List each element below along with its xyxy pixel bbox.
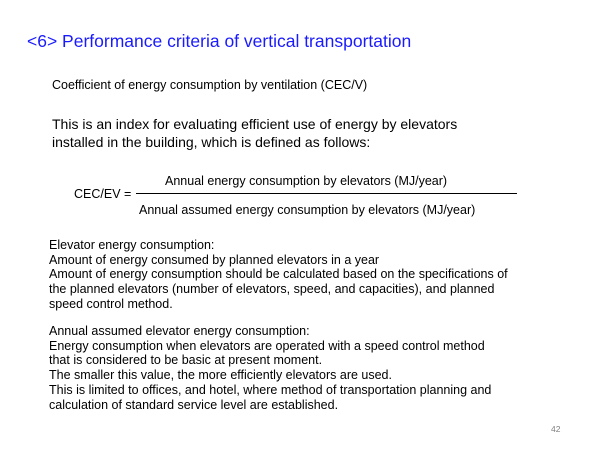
slide-title: <6> Performance criteria of vertical transportation <box>27 31 412 51</box>
section-line: calculation of standard service level are established. <box>49 397 339 412</box>
formula-denominator: Annual assumed energy consumption by elevators (MJ/year) <box>139 203 476 217</box>
section-heading: Elevator energy consumption: <box>49 238 215 252</box>
section-heading: Annual assumed elevator energy consumption: <box>49 324 310 338</box>
section-line: The smaller this value, the more efficiently elevators are used. <box>49 368 392 383</box>
section-line: the planned elevators (number of elevators, speed, and capacities), and planned <box>49 282 495 297</box>
section-line: that is considered to be basic at present moment. <box>49 353 323 368</box>
section-line: This is limited to offices, and hotel, where method of transportation planning and <box>49 382 492 397</box>
section-line: Amount of energy consumed by planned elevators in a year <box>49 252 380 267</box>
fraction-bar <box>136 193 517 194</box>
formula-lhs: CEC/EV = <box>74 187 132 201</box>
section-line: speed control method. <box>49 296 173 311</box>
intro-line: installed in the building, which is defined as follows: <box>52 133 371 150</box>
assumed-energy-section <box>49 324 491 412</box>
intro-paragraph <box>52 116 572 151</box>
elevator-energy-section <box>49 238 508 312</box>
section-line: Energy consumption when elevators are operated with a speed control method <box>49 338 485 353</box>
section-line: Amount of energy consumption should be calculated based on the specifications of <box>49 267 508 282</box>
page-number: 42 <box>551 424 561 434</box>
slide-subtitle: Coefficient of energy consumption by ventilation (CEC/V) <box>52 78 368 92</box>
formula-numerator: Annual energy consumption by elevators (MJ/year) <box>165 174 448 188</box>
intro-line: This is an index for evaluating efficient use of energy by elevators <box>52 116 458 132</box>
